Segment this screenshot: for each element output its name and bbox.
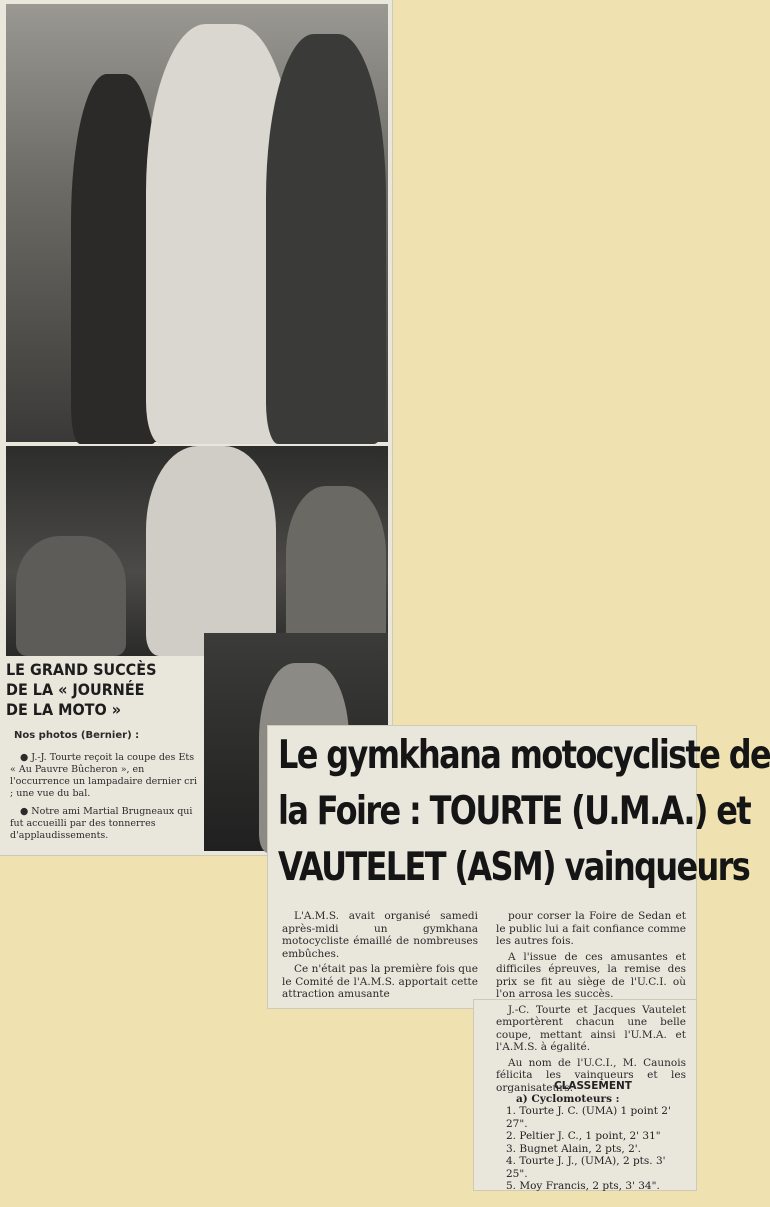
article-paragraph: Ce n'était pas la première fois que le Comité de l'A.M.S. apportait cette attraction amusante bbox=[282, 963, 478, 1000]
article-column-2 bbox=[496, 910, 686, 1097]
figure-dancer bbox=[146, 446, 276, 656]
photo-ball bbox=[6, 446, 388, 656]
headline-line: VAUTELET (ASM) vainqueurs bbox=[278, 845, 750, 890]
ranking-row: 5. Moy Francis, 2 pts, 3' 34". bbox=[506, 1180, 660, 1192]
caption-title-line: DE LA « JOURNÉE bbox=[6, 680, 145, 699]
article-headline bbox=[278, 728, 770, 896]
ranking-row: 2. Peltier J. C., 1 point, 2' 31" bbox=[506, 1130, 661, 1142]
caption-paragraph: ● Notre ami Martial Brugneaux qui fut accueilli par des tonnerres d'applaudissements. bbox=[10, 806, 193, 841]
photo-trophy-presentation bbox=[6, 4, 388, 442]
article-paragraph: pour corser la Foire de Sedan et le public lui a fait confiance comme les autres fois. bbox=[496, 910, 686, 947]
caption-title-line: DE LA MOTO » bbox=[6, 700, 122, 719]
article-paragraph: J.-C. Tourte et Jacques Vautelet emportèrent chacun une belle coupe, mettant ainsi l'U.M.A. et l'A.M.S. à égalité. bbox=[496, 1003, 686, 1053]
figure-crowd-right bbox=[286, 486, 386, 656]
article-column-1 bbox=[282, 910, 478, 1004]
figure-crowd bbox=[16, 536, 126, 656]
figure-man-cap bbox=[266, 34, 386, 444]
caption-body bbox=[10, 752, 198, 848]
ranking-category: a) Cyclomoteurs : bbox=[516, 1092, 620, 1105]
ranking bbox=[498, 1080, 688, 1193]
article-paragraph: L'A.M.S. avait organisé samedi après-midi un gymkhana motocycliste émaillé de nombreuses embûches. bbox=[282, 910, 478, 960]
ranking-row: 4. Tourte J. J., (UMA), 2 pts. 3' 25". bbox=[506, 1155, 666, 1180]
headline-line: la Foire : TOURTE (U.M.A.) et bbox=[278, 789, 750, 834]
article-paragraph: Au nom de l'U.C.I., M. Caunois félicita les vainqueurs et les organisateurs. bbox=[496, 1056, 686, 1094]
article-paragraph: A l'issue de ces amusantes et difficiles épreuves, la remise des prix se fit au siège de l'U.C.I. où l'on arrosa les succès. bbox=[496, 950, 686, 1000]
ranking-row: 3. Bugnet Alain, 2 pts, 2'. bbox=[506, 1142, 642, 1155]
caption-title-line: LE GRAND SUCCÈS bbox=[6, 660, 157, 679]
ranking-row: 1. Tourte J. C. (UMA) 1 point 2' 27". bbox=[506, 1105, 671, 1130]
ranking-heading: CLASSEMENT bbox=[554, 1080, 632, 1092]
caption-title bbox=[6, 660, 196, 720]
headline-line: Le gymkhana motocycliste de bbox=[278, 733, 770, 778]
photo-credit: Nos photos (Bernier) : bbox=[14, 730, 140, 741]
caption-paragraph: ● J.-J. Tourte reçoit la coupe des Ets « Au Pauvre Bûcheron », en l'occurrence un lampadaire dernier cri ; une vue du bal. bbox=[10, 752, 198, 799]
